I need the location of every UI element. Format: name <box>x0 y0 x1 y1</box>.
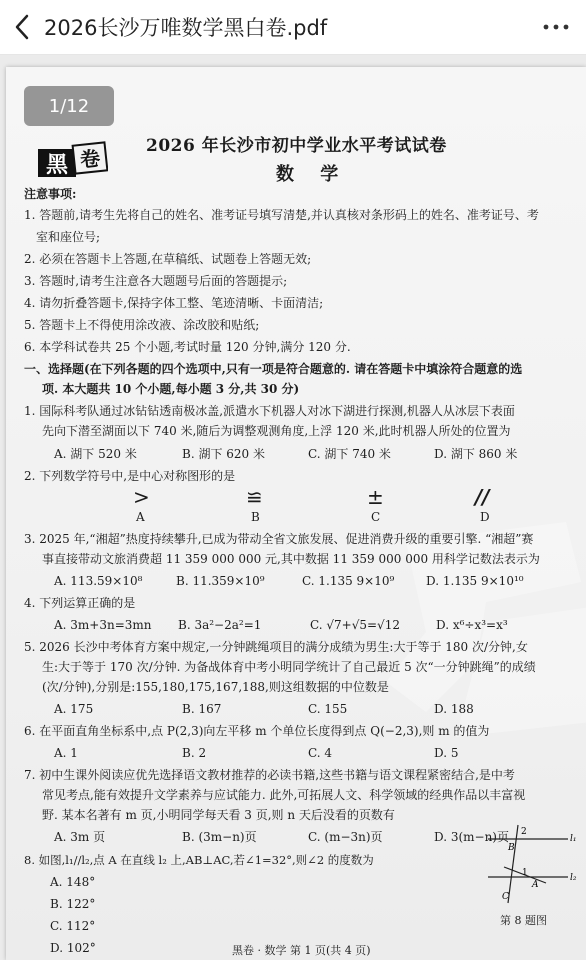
question-1-line2: 先向下潜至湖面以下 740 米,随后为调整观测角度,上浮 120 米,此时机器人所处的位置为 <box>42 424 511 438</box>
figure-label-a: A <box>532 880 539 890</box>
q6-option-b: B. 2 <box>182 746 207 760</box>
svg-text:黑: 黑 <box>45 153 69 178</box>
question-5-line3: (次/分钟),分别是:155,180,175,167,188,则这组数据的中位数是 <box>42 680 389 694</box>
notice-label: 注意事项: <box>24 187 77 201</box>
q4-option-a: A. 3m+3n=3mn <box>54 618 152 632</box>
pdf-page <box>6 67 586 960</box>
q7-option-a: A. 3m 页 <box>54 830 106 844</box>
question-3: 3. 2025 年,“湘超”热度持续攀升,已成为带动全省文旅发展、促进消费升级的重要引擎. “湘超”赛 <box>24 532 534 546</box>
q7-option-d: D. 3(m−n)页 <box>434 830 509 844</box>
q4-option-b: B. 3a²−2a²=1 <box>178 618 262 632</box>
q2-label-d: D <box>480 510 490 524</box>
notice-line: 2. 必须在答题卡上答题,在草稿纸、试题卷上答题无效; <box>24 252 312 266</box>
back-button[interactable] <box>0 0 44 55</box>
q6-option-a: A. 1 <box>54 746 78 760</box>
page-footer: 黑卷 · 数学 第 1 页(共 4 页) <box>232 944 371 957</box>
question-8: 8. 如图,l₁//l₂,点 A 在直线 l₂ 上,AB⊥AC,若∠1=32°,则∠2 的度数为 <box>24 853 374 867</box>
q6-option-c: C. 4 <box>308 746 333 760</box>
q8-figure <box>484 819 584 909</box>
question-6: 6. 在平面直角坐标系中,点 P(2,3)向左平移 m 个单位长度得到点 Q(−2,3),则 m 的值为 <box>24 724 490 738</box>
more-icon <box>543 24 569 30</box>
notice-line: 6. 本学科试卷共 25 个小题,考试时量 120 分钟,满分 120 分. <box>24 340 351 354</box>
q1-option-c: C. 湖下 740 米 <box>308 447 391 461</box>
question-7-line3: 野. 某本名著有 m 页,小明同学每天看 3 页,则 n 天后没看的页数有 <box>42 808 395 822</box>
q7-option-b: B. (3m−n)页 <box>182 830 257 844</box>
q5-option-a: A. 175 <box>54 702 94 716</box>
notice-line: 3. 答题时,请考生注意各大题题号后面的答题提示; <box>24 274 288 288</box>
q5-option-b: B. 167 <box>182 702 222 716</box>
svg-text:卷: 卷 <box>78 146 102 172</box>
question-5-line2: 生:大于等于 170 次/分钟. 为备战体育中考小明同学统计了自己最近 5 次“一分钟跳绳”的成绩 <box>42 660 536 674</box>
document-title: 2026长沙万唯数学黑白卷.pdf <box>44 16 328 40</box>
q6-option-d: D. 5 <box>434 746 459 760</box>
q3-option-d: D. 1.135 9×10¹⁰ <box>426 574 524 588</box>
page-indicator: 1/12 <box>24 86 114 126</box>
q3-option-b: B. 11.359×10⁹ <box>176 574 265 588</box>
figure-label-b: B <box>508 843 515 853</box>
q8-option-c: C. 112° <box>50 919 96 933</box>
section-heading: 一、选择题(在下列各题的四个选项中,只有一项是符合题意的. 请在答题卡中填涂符合题意的选 <box>24 362 523 376</box>
q8-figure-caption: 第 8 题图 <box>500 914 547 927</box>
figure-label-c: C <box>502 892 509 902</box>
app-bar <box>0 0 586 55</box>
symbol-congruent: ≌ <box>246 485 263 509</box>
q8-option-a: A. 148° <box>50 875 96 889</box>
figure-label-l1: l₁ <box>570 834 577 844</box>
subject-title: 数 学 <box>276 164 349 185</box>
q2-label-c: C <box>371 510 381 524</box>
exam-title: 2026 年长沙市初中学业水平考试试卷 <box>146 136 447 156</box>
figure-label-2: 2 <box>521 827 527 837</box>
notice-line: 1. 答题前,请考生先将自己的姓名、准考证号填写清楚,并认真核对条形码上的姓名、准考证号、考 <box>24 208 539 222</box>
q1-option-b: B. 湖下 620 米 <box>182 447 265 461</box>
q5-option-d: D. 188 <box>434 702 474 716</box>
section-heading: 项. 本大题共 10 个小题,每小题 3 分,共 30 分) <box>42 382 300 396</box>
question-5: 5. 2026 长沙中考体育方案中规定,一分钟跳绳项目的满分成绩为男生:大于等于 180 次/分钟,女 <box>24 640 528 654</box>
q2-label-a: A <box>136 510 145 524</box>
notice-line: 室和座位号; <box>36 230 101 244</box>
symbol-plus-minus: ± <box>367 485 384 509</box>
q1-option-a: A. 湖下 520 米 <box>54 447 137 461</box>
question-3-line2: 事直接带动文旅消费超 11 359 000 000 元,其中数据 11 359 000 000 用科学记数法表示为 <box>42 552 540 566</box>
q2-label-b: B <box>251 510 260 524</box>
q1-option-d: D. 湖下 860 米 <box>434 447 518 461</box>
figure-label-l2: l₂ <box>570 873 577 883</box>
question-7: 7. 初中生课外阅读应优先选择语文教材推荐的必读书籍,这些书籍与语文课程紧密结合,是中考 <box>24 768 515 782</box>
symbol-greater-than: > <box>133 485 150 509</box>
document-viewport[interactable] <box>0 55 586 960</box>
question-4: 4. 下列运算正确的是 <box>24 596 136 610</box>
q7-option-c: C. (m−3n)页 <box>308 830 383 844</box>
notice-line: 4. 请勿折叠答题卡,保持字体工整、笔迹清晰、卡面清洁; <box>24 296 324 310</box>
symbol-parallel: // <box>475 485 490 509</box>
notice-line: 5. 答题卡上不得使用涂改液、涂改胶和贴纸; <box>24 318 260 332</box>
q4-option-c: C. √7+√5=√12 <box>310 618 400 632</box>
q8-option-b: B. 122° <box>50 897 96 911</box>
q3-option-c: C. 1.135 9×10⁹ <box>302 574 395 588</box>
q5-option-c: C. 155 <box>308 702 348 716</box>
q3-option-a: A. 113.59×10⁸ <box>54 574 143 588</box>
q4-option-d: D. x⁶÷x³=x³ <box>436 618 508 632</box>
chevron-left-icon <box>14 14 30 40</box>
question-2: 2. 下列数学符号中,是中心对称图形的是 <box>24 469 236 483</box>
heijuan-logo <box>36 141 108 181</box>
question-1: 1. 国际科考队通过冰钻钻透南极冰盖,派遣水下机器人对冰下湖进行探测,机器人从冰层下表面 <box>24 404 515 418</box>
more-options-button[interactable] <box>526 0 586 55</box>
question-7-line2: 常见考点,能有效提升文学素养与应试能力. 此外,可拓展人文、科学领域的经典作品以丰富视 <box>42 788 526 802</box>
q8-option-d: D. 102° <box>50 941 96 955</box>
figure-label-1: 1 <box>522 868 528 878</box>
